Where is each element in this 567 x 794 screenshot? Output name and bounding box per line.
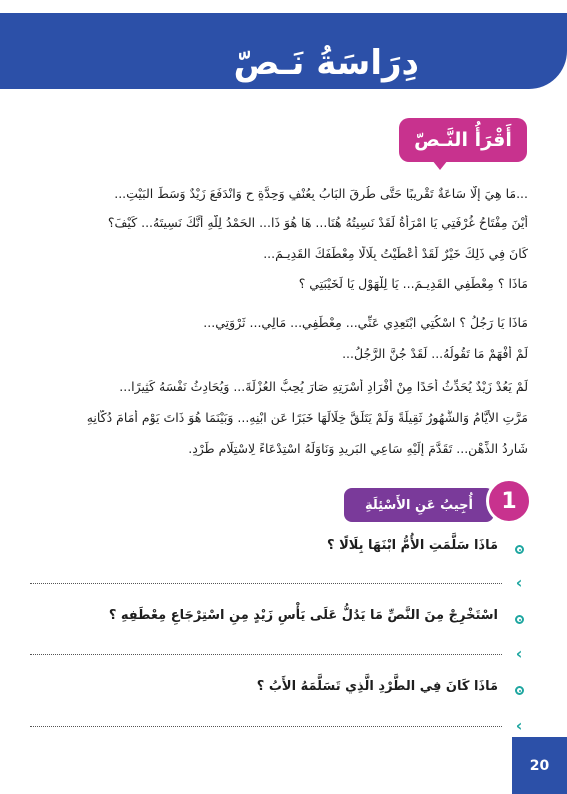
chapter-title: دِرَاسَةُ نَـصّ: [233, 43, 419, 83]
question-2: اسْتَخْرِجْ مِنَ النَّصِّ مَا يَدُلُّ عَلَى يَأْسِ زَيْدٍ مِنِ اسْتِرْجَاعِ مِعْطَفِهِ ؟: [108, 608, 498, 623]
chapter-banner: [0, 13, 567, 89]
chevron-left-icon: ‹: [515, 573, 523, 592]
question-1: مَاذَا سَلَّمَتِ الأُمُّ ابْنَهَا بِلَالًا ؟: [327, 538, 498, 553]
answer-line-1[interactable]: [30, 583, 502, 584]
chevron-left-icon: ‹: [515, 716, 523, 735]
answer-line-3[interactable]: [30, 726, 502, 727]
section-number-badge: 1: [486, 478, 532, 524]
page-number: 20: [529, 757, 550, 774]
passage-line: مَرَّتِ الأَيَّامُ وَالشُّهُورُ ثَقِيلَةً وَلَمْ يَتَلَقَّ خِلَالَهَا خَبَرًا عَنِ ابْنِهِ... وَبَيْنَمَا هُوَ ذَاتَ يَوْمٍ أَمَامَ دُكَّانِهِ: [86, 410, 528, 425]
bullet-icon: [515, 615, 524, 624]
question-3: مَاذَا كَانَ فِي الطَّرْدِ الَّذِي تَسَلَّمَهُ الأَبُ ؟: [256, 679, 498, 694]
passage-line: ...مَا هِيَ إِلَّا سَاعَةٌ تَقْرِيبًا حَتَّى طُرِقَ البَابُ بِعُنْفٍ وَحِدَّةٍ ح وَانْدَفَعَ زَيْدٌ وَسَطَ البَيْتِ...: [114, 186, 528, 201]
passage-line: أَيْنَ مِفْتَاحُ غُرْفَتِي يَا امْرَأَةُ لَقَدْ نَسِيتُهُ هُنَا... هَا هُوَ ذَا... الحَمْدُ لِلَّهِ أَنَّكَ نَسِيتَهُ... كَيْفَ؟: [107, 215, 528, 230]
passage-line: مَاذَا يَا رَجُلُ ؟ اسْكُتِي ابْتَعِدِي عَنِّي... مِعْطَفِي... مَالِي... ثَرْوَتِي...: [203, 315, 528, 330]
passage-line: شَارِدُ الذِّهْنِ... تَقَدَّمَ إِلَيْهِ سَاعِي البَرِيدِ وَنَاوَلَهُ اسْتِدْعَاءً لِاسْتِلَامِ طَرْدٍ.: [188, 441, 528, 456]
bullet-icon: [515, 686, 524, 695]
speech-bubble-tail: [432, 160, 448, 170]
questions-header: [344, 488, 494, 522]
answer-line-2[interactable]: [30, 654, 502, 655]
passage-line: لَمْ أَفْهَمْ مَا تَقُولُهُ... لَقَدْ جُنَّ الرَّجُلُ...: [342, 346, 528, 361]
passage-line: لَمْ يَعُدْ زَيْدٌ يُحَدِّثُ أَحَدًا مِنْ أَفْرَادِ أُسْرَتِهِ صَارَ يُحِبُّ العُزْلَةَ... وَيُحَادِثُ نَفْسَهُ كَثِيرًا...: [119, 379, 528, 394]
chevron-left-icon: ‹: [515, 644, 523, 663]
bullet-icon: [515, 545, 524, 554]
questions-header-label: أُجِيبُ عَنِ الأَسْئِلَةِ: [365, 497, 473, 513]
passage-line: مَاذَا ؟ مِعْطَفِي القَدِيـمَ... يَا لِلْهَوْلِ يَا لَخَيْبَتِي ؟: [298, 276, 528, 291]
page-number-box: [512, 737, 567, 794]
read-text-label: أَقْرَأُ النَّـصّ: [414, 129, 512, 151]
passage-line: كَانَ فِي ذَلِكَ خَيْرٌ لَقَدْ أَعْطَيْتُ بِلَالًا مِعْطَفَكَ القَدِيـمَ...: [263, 246, 528, 261]
read-text-badge: [399, 118, 527, 162]
